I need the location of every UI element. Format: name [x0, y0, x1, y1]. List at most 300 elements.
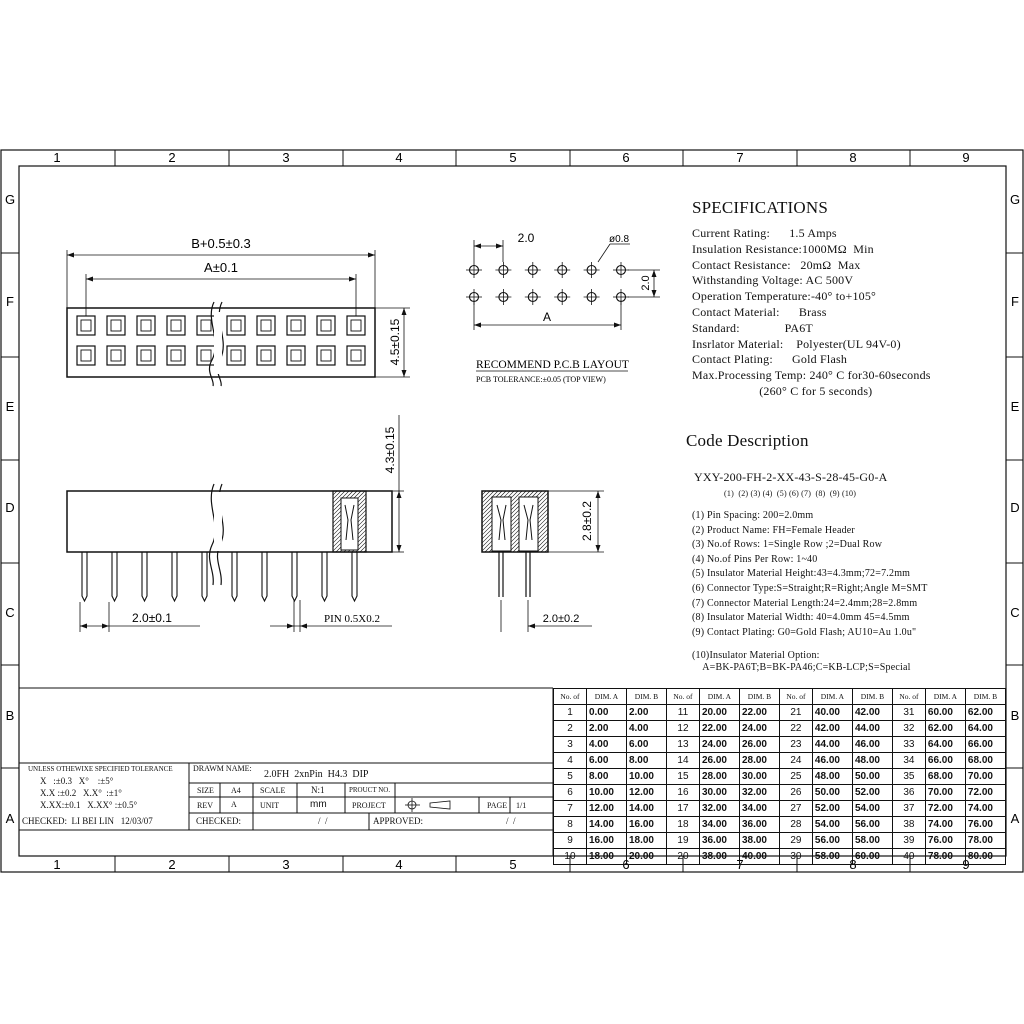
pin-leg	[232, 552, 237, 601]
dimension-cell: 68.00	[965, 753, 1005, 769]
dimension-cell: 38.00	[699, 849, 739, 865]
column-label-top: 7	[736, 150, 744, 165]
dimension-cell: 78.00	[965, 833, 1005, 849]
contact-cavity-inner	[141, 350, 151, 361]
spec-line: Withstanding Voltage: AC 500V	[692, 273, 854, 288]
pin-count-cell: 3	[554, 737, 587, 753]
row-label-left: C	[5, 605, 15, 620]
pin-leg	[202, 552, 207, 601]
code-item: (4) No.of Pins Per Row: 1~40	[692, 553, 818, 565]
code-item: (5) Insulator Material Height:43=4.3mm;72=7.2mm	[692, 568, 911, 580]
column-label-top: 6	[622, 150, 630, 165]
contact-cavity-inner	[171, 350, 181, 361]
hatch-line	[425, 491, 486, 552]
spec-line: Contact Resistance: 20mΩ Max	[692, 257, 861, 272]
dimension-cell: 46.00	[852, 737, 892, 753]
dimension-cell: 44.00	[812, 737, 852, 753]
spec-line: Standard: PA6T	[692, 320, 813, 335]
pin-count-cell: 32	[892, 721, 925, 737]
contact-cavity-inner	[321, 350, 331, 361]
dimension-cell: 2.00	[626, 705, 666, 721]
dim-table-row	[554, 769, 1006, 785]
pin-leg	[172, 552, 177, 601]
pcb-drill-label: ø0.8	[609, 234, 630, 245]
contact-cavity	[347, 316, 365, 335]
tolerance-line-2: X.X :±0.2 X.X° :±1°	[40, 788, 122, 798]
side-section-hatch	[272, 491, 425, 552]
pin-pitch-label: 2.0±0.1	[132, 611, 172, 625]
pin-count-cell: 5	[554, 769, 587, 785]
dim-table-header: No. of	[554, 689, 587, 705]
checked-date: / /	[318, 816, 328, 826]
pin-leg	[352, 552, 357, 601]
pin-leg	[322, 552, 327, 601]
hatch-line	[280, 491, 341, 552]
dim-table-row	[554, 833, 1006, 849]
pin-count-cell: 39	[892, 833, 925, 849]
code-item: (6) Connector Type:S=Straight;R=Right;Angle M=SMT	[692, 583, 928, 594]
row-label-right: C	[1010, 605, 1020, 620]
contact-cavity	[317, 316, 335, 335]
spec-line: Contact Material: Brass	[692, 305, 827, 319]
column-label-top: 2	[168, 150, 176, 165]
contact-cavity	[77, 316, 95, 335]
dimension-cell: 2.00	[586, 721, 626, 737]
dim-table-row	[554, 705, 1006, 721]
column-label-bottom: 4	[395, 857, 403, 872]
dimension-cell: 48.00	[852, 753, 892, 769]
pin-count-cell: 40	[892, 849, 925, 865]
dimension-cell: 42.00	[852, 705, 892, 721]
column-label-bottom: 5	[509, 857, 517, 872]
column-label-bottom: 6	[622, 857, 630, 872]
code-item: (7) Connector Material Length:24=2.4mm;28=2.8mm	[692, 597, 918, 609]
dimension-cell: 28.00	[699, 769, 739, 785]
dimension-cell: 6.00	[626, 737, 666, 753]
code-item: A=BK-PA6T;B=BK-PA46;C=KB-LCP;S=Special	[692, 662, 911, 674]
dim-table-header: DIM. A	[699, 689, 739, 705]
contact-cavity-inner	[231, 350, 241, 361]
dimension-cell: 16.00	[626, 817, 666, 833]
contact-cavity-inner	[261, 320, 271, 331]
hatch-line	[421, 491, 482, 552]
dimension-cell: 64.00	[965, 721, 1005, 737]
code-item: (1) Pin Spacing: 200=2.0mm	[692, 510, 814, 521]
pin-count-cell: 20	[666, 849, 699, 865]
column-label-bottom: 7	[736, 857, 744, 872]
row-label-right: G	[1009, 192, 1021, 207]
dimension-cell: 30.00	[699, 785, 739, 801]
pin-count-cell: 28	[779, 817, 812, 833]
code-item: (9) Contact Plating: G0=Gold Flash; AU10=Au 1.0u"	[692, 626, 917, 638]
part-code-indices: (1) (2) (3) (4) (5) (6) (7) (8) (9) (10)	[724, 489, 857, 498]
pin-count-cell: 26	[779, 785, 812, 801]
dimension-cell: 36.00	[699, 833, 739, 849]
size-value: A4	[231, 786, 241, 795]
dimension-cell: 56.00	[812, 833, 852, 849]
contact-cavity-inner	[81, 350, 91, 361]
dimension-cell: 66.00	[965, 737, 1005, 753]
pin-leg	[262, 552, 267, 601]
pin-count-cell: 38	[892, 817, 925, 833]
part-code: YXY-200-FH-2-XX-43-S-28-45-G0-A	[694, 470, 888, 484]
dimension-cell: 28.00	[739, 753, 779, 769]
contact-cavity-inner	[111, 320, 121, 331]
dimension-cell: 10.00	[586, 785, 626, 801]
contact-cavity-inner	[81, 320, 91, 331]
contact-cavity-inner	[231, 320, 241, 331]
tolerance-title: UNLESS OTHEWIXE SPECIFIED TOLERANCE	[28, 765, 173, 773]
contact-cavity	[197, 346, 215, 365]
contact-cavity-inner	[171, 320, 181, 331]
pin-count-cell: 21	[779, 705, 812, 721]
dim-table-row	[554, 721, 1006, 737]
dimension-cell: 50.00	[812, 785, 852, 801]
pin-count-cell: 30	[779, 849, 812, 865]
top-height-label: 4.5±0.15	[388, 318, 402, 366]
unit-label: UNIT	[260, 801, 280, 810]
dimension-cell: 12.00	[586, 801, 626, 817]
dimension-cell: 74.00	[965, 801, 1005, 817]
end-pitch-label: 2.0±0.2	[542, 613, 580, 625]
row-label-left: G	[4, 192, 16, 207]
pin-count-cell: 35	[892, 769, 925, 785]
dim-table-row	[554, 785, 1006, 801]
pin-leg	[142, 552, 147, 601]
size-label: SIZE	[197, 786, 214, 795]
drawn-name-label: DRAWM NAME:	[193, 764, 252, 773]
column-label-bottom: 3	[282, 857, 290, 872]
pin-count-cell: 14	[666, 753, 699, 769]
pin-count-cell: 25	[779, 769, 812, 785]
dimension-cell: 72.00	[965, 785, 1005, 801]
dim-table-header: No. of	[892, 689, 925, 705]
pin-count-cell: 31	[892, 705, 925, 721]
contact-cavity	[167, 346, 185, 365]
pin-count-cell: 34	[892, 753, 925, 769]
pin-count-cell: 18	[666, 817, 699, 833]
column-label-top: 3	[282, 150, 290, 165]
column-label-top: 8	[849, 150, 857, 165]
spec-line: (260° C for 5 seconds)	[692, 384, 873, 398]
page-value: 1/1	[516, 801, 527, 810]
dim-table-row	[554, 849, 1006, 865]
pin-count-cell: 27	[779, 801, 812, 817]
dimension-cell: 18.00	[626, 833, 666, 849]
hatch-line	[437, 491, 498, 552]
row-label-right: E	[1010, 399, 1020, 414]
dimension-cell: 70.00	[925, 785, 965, 801]
dimension-cell: 64.00	[925, 737, 965, 753]
contact-cavity	[137, 346, 155, 365]
rev-value: A	[231, 800, 237, 809]
scale-label: SCALE	[260, 786, 286, 795]
hatch-line	[364, 491, 425, 552]
column-label-bottom: 9	[962, 857, 970, 872]
code-item: (3) No.of Rows: 1=Single Row ;2=Dual Row	[692, 539, 883, 551]
dimension-cell: 4.00	[626, 721, 666, 737]
pin-count-cell: 2	[554, 721, 587, 737]
contact-cavity	[107, 346, 125, 365]
contact-cavity	[167, 316, 185, 335]
code-item: (2) Product Name: FH=Female Header	[692, 524, 855, 536]
dimension-cell: 6.00	[586, 753, 626, 769]
pin-count-cell: 29	[779, 833, 812, 849]
dim-table-header: DIM. B	[739, 689, 779, 705]
projection-symbol	[405, 798, 450, 812]
code-item: (10)Insulator Material Option:	[692, 650, 820, 662]
pin-count-cell: 33	[892, 737, 925, 753]
dim-table-header: DIM. A	[586, 689, 626, 705]
dimension-cell: 24.00	[699, 737, 739, 753]
dimension-cell: 18.00	[586, 849, 626, 865]
checked-label: CHECKED:	[196, 816, 241, 826]
drawn-name: 2.0FH 2xnPin H4.3 DIP	[264, 769, 369, 780]
dim-table-row	[554, 753, 1006, 769]
spec-line: Insrlator Material: Polyester(UL 94V-0)	[692, 336, 901, 351]
hatch-line	[284, 491, 345, 552]
end-height-label: 2.8±0.2	[580, 501, 594, 541]
dimension-cell: 36.00	[739, 817, 779, 833]
column-label-top: 1	[53, 150, 61, 165]
contact-cavity-inner	[291, 320, 301, 331]
contact-cavity	[257, 346, 275, 365]
dimension-cell: 8.00	[626, 753, 666, 769]
dimension-cell: 30.00	[739, 769, 779, 785]
row-label-left: E	[5, 399, 15, 414]
dimension-cell: 16.00	[586, 833, 626, 849]
dimension-cell: 54.00	[852, 801, 892, 817]
dimension-cell: 78.00	[925, 849, 965, 865]
dimension-cell: 80.00	[965, 849, 1005, 865]
code-item: (8) Insulator Material Width: 40=4.0mm 45=4.5mm	[692, 612, 910, 624]
dimension-cell: 46.00	[812, 753, 852, 769]
spec-line: Insulation Resistance:1000MΩ Min	[692, 241, 874, 256]
dimension-cell: 52.00	[812, 801, 852, 817]
dimension-cell: 58.00	[812, 849, 852, 865]
pcb-a-label: A	[542, 310, 552, 324]
dimension-cell: 4.00	[586, 737, 626, 753]
dimension-cell: 76.00	[925, 833, 965, 849]
end-section-hatch	[421, 491, 606, 552]
spec-line: Operation Temperature:-40° to+105°	[692, 289, 877, 304]
contact-cavity-inner	[111, 350, 121, 361]
pin-size-label: PIN 0.5X0.2	[324, 613, 380, 625]
dimension-cell: 62.00	[965, 705, 1005, 721]
pin-count-cell: 22	[779, 721, 812, 737]
row-label-left: A	[5, 811, 15, 826]
pin-count-cell: 6	[554, 785, 587, 801]
dimension-cell: 32.00	[699, 801, 739, 817]
dim-table-header: DIM. A	[925, 689, 965, 705]
dim-b-label: B+0.5±0.3	[191, 236, 251, 251]
dimension-cell: 44.00	[852, 721, 892, 737]
dim-table-row	[554, 737, 1006, 753]
row-label-left: F	[6, 294, 14, 309]
checked-by: CHECKED: LI BEI LIN 12/03/07	[22, 816, 153, 826]
dimension-cell: 50.00	[852, 769, 892, 785]
pin-leg	[82, 552, 87, 601]
dimension-cell: 70.00	[965, 769, 1005, 785]
dimension-cell: 42.00	[812, 721, 852, 737]
tolerance-line-1: X :±0.3 X° :±5°	[40, 776, 114, 786]
dimension-cell: 52.00	[852, 785, 892, 801]
contact-cavity	[227, 316, 245, 335]
row-label-left: D	[5, 500, 15, 515]
contact-cavity-inner	[261, 350, 271, 361]
pin-count-cell: 8	[554, 817, 587, 833]
dimension-table	[553, 688, 1006, 865]
dimension-cell: 56.00	[852, 817, 892, 833]
dim-table-header: No. of	[779, 689, 812, 705]
dim-table-header: No. of	[666, 689, 699, 705]
scale-value: N:1	[311, 785, 325, 795]
hatch-line	[356, 491, 417, 552]
pin-count-cell: 11	[666, 705, 699, 721]
row-label-right: A	[1010, 811, 1020, 826]
dimension-cell: 34.00	[699, 817, 739, 833]
pcb-row-label: 2.0	[640, 275, 652, 291]
dimension-cell: 58.00	[852, 833, 892, 849]
dimension-cell: 26.00	[699, 753, 739, 769]
dimension-cell: 38.00	[739, 833, 779, 849]
pin-count-cell: 23	[779, 737, 812, 753]
dim-table-header: DIM. A	[812, 689, 852, 705]
dim-table-header: DIM. B	[852, 689, 892, 705]
spec-line: Max.Processing Temp: 240° C for30-60seconds	[692, 368, 931, 383]
pin-count-cell: 13	[666, 737, 699, 753]
side-height-label: 4.3±0.15	[383, 426, 397, 474]
dimension-cell: 26.00	[739, 737, 779, 753]
dim-table-row	[554, 817, 1006, 833]
dimension-cell: 74.00	[925, 817, 965, 833]
dimension-cell: 20.00	[699, 705, 739, 721]
contact-cavity-inner	[351, 320, 361, 331]
hatch-line	[360, 491, 421, 552]
spec-line: Contact Plating: Gold Flash	[692, 352, 848, 367]
top-view	[67, 250, 410, 386]
dimension-cell: 24.00	[739, 721, 779, 737]
contact-cavity	[107, 316, 125, 335]
row-label-right: D	[1010, 500, 1020, 515]
column-label-top: 4	[395, 150, 403, 165]
hatch-line	[433, 491, 494, 552]
pin-count-cell: 37	[892, 801, 925, 817]
dimension-cell: 48.00	[812, 769, 852, 785]
dimension-cell: 0.00	[586, 705, 626, 721]
dimension-cell: 10.00	[626, 769, 666, 785]
pin-count-cell: 7	[554, 801, 587, 817]
hatch-line	[509, 491, 570, 552]
pin-count-cell: 17	[666, 801, 699, 817]
dimension-cell: 22.00	[739, 705, 779, 721]
hatch-line	[545, 491, 606, 552]
contact-cavity	[317, 346, 335, 365]
hatch-line	[429, 491, 490, 552]
column-label-bottom: 2	[168, 857, 176, 872]
dimension-cell: 12.00	[626, 785, 666, 801]
pin-count-cell: 12	[666, 721, 699, 737]
pcb-tolerance: PCB TOLERANCE:±0.05 (TOP VIEW)	[476, 375, 606, 384]
pin-count-cell: 9	[554, 833, 587, 849]
dimension-cell: 76.00	[965, 817, 1005, 833]
dim-table-header: DIM. B	[626, 689, 666, 705]
dimension-cell: 40.00	[812, 705, 852, 721]
rev-label: REV	[197, 801, 213, 810]
pin-count-cell: 16	[666, 785, 699, 801]
hatch-line	[352, 491, 413, 552]
approved-date: / /	[506, 816, 516, 826]
contact-cavity	[137, 316, 155, 335]
contact-cavity-inner	[291, 350, 301, 361]
dimension-cell: 60.00	[925, 705, 965, 721]
dim-a-label: A±0.1	[204, 260, 238, 275]
column-label-top: 9	[962, 150, 970, 165]
dimension-cell: 66.00	[925, 753, 965, 769]
pin-count-cell: 36	[892, 785, 925, 801]
pin-count-cell: 1	[554, 705, 587, 721]
pin-count-cell: 19	[666, 833, 699, 849]
pin-count-cell: 15	[666, 769, 699, 785]
contact-cavity-inner	[351, 350, 361, 361]
dimension-cell: 14.00	[626, 801, 666, 817]
product-no-label: PROUCT NO.	[349, 786, 391, 794]
spec-line: Current Rating: 1.5 Amps	[692, 226, 837, 240]
contact-cavity	[287, 316, 305, 335]
hatch-line	[308, 491, 369, 552]
dimension-cell: 8.00	[586, 769, 626, 785]
column-label-top: 5	[509, 150, 517, 165]
approved-label: APPROVED:	[373, 816, 424, 826]
pin-count-cell: 24	[779, 753, 812, 769]
contact-cavity-inner	[201, 320, 211, 331]
hatch-line	[288, 491, 349, 552]
dimension-cell: 54.00	[812, 817, 852, 833]
contact-cavity	[287, 346, 305, 365]
contact-cavity	[227, 346, 245, 365]
dimension-cell: 20.00	[626, 849, 666, 865]
column-label-bottom: 8	[849, 857, 857, 872]
pcb-title: RECOMMEND P.C.B LAYOUT	[476, 359, 629, 371]
unit-value: mm	[310, 799, 327, 810]
row-label-left: B	[5, 708, 15, 723]
dim-table-row	[554, 801, 1006, 817]
contact-cavity	[257, 316, 275, 335]
pin-leg	[112, 552, 117, 601]
dim-table-header: DIM. B	[965, 689, 1005, 705]
contact-cavity	[77, 346, 95, 365]
hatch-line	[272, 491, 333, 552]
dimension-cell: 62.00	[925, 721, 965, 737]
contact-cavity-inner	[201, 350, 211, 361]
row-label-right: B	[1010, 708, 1020, 723]
dimension-cell: 40.00	[739, 849, 779, 865]
project-label: PROJECT	[352, 801, 386, 810]
dimension-cell: 34.00	[739, 801, 779, 817]
pin-count-cell: 10	[554, 849, 587, 865]
dimension-cell: 22.00	[699, 721, 739, 737]
pcb-layout	[466, 240, 660, 371]
dimension-cell: 32.00	[739, 785, 779, 801]
contact-cavity-inner	[321, 320, 331, 331]
contact-cavity	[347, 346, 365, 365]
pin-count-cell: 4	[554, 753, 587, 769]
dimension-cell: 60.00	[852, 849, 892, 865]
contact-cavity-inner	[141, 320, 151, 331]
pcb-arrows	[474, 244, 657, 328]
hatch-line	[276, 491, 337, 552]
column-label-bottom: 1	[53, 857, 61, 872]
